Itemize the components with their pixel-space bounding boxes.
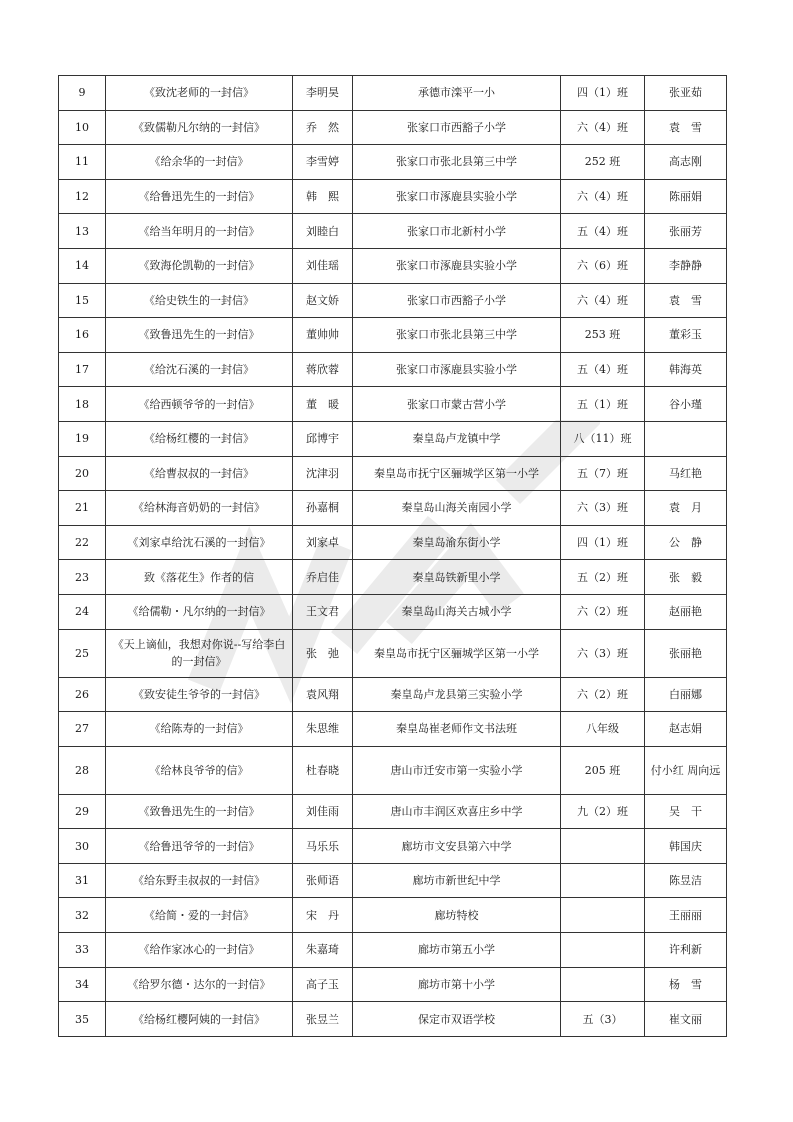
class-name: 六（6）班	[561, 248, 645, 283]
row-number: 23	[59, 560, 106, 595]
table-row	[59, 594, 727, 629]
table-row	[59, 712, 727, 747]
row-number: 21	[59, 491, 106, 526]
table-row	[59, 145, 727, 180]
class-name: 六（4）班	[561, 179, 645, 214]
school-name: 唐山市迁安市第一实验小学	[353, 746, 561, 794]
student-name: 高子玉	[293, 967, 353, 1002]
table-row	[59, 179, 727, 214]
class-name: 205 班	[561, 746, 645, 794]
row-number: 35	[59, 1002, 106, 1037]
student-name: 张师语	[293, 863, 353, 898]
letter-title: 《天上谪仙，我想对你说--写给李白的一封信》	[106, 629, 293, 677]
school-name: 秦皇岛山海关南园小学	[353, 491, 561, 526]
letter-title: 致《落花生》作者的信	[106, 560, 293, 595]
school-name: 张家口市涿鹿县实验小学	[353, 248, 561, 283]
teacher-name: 王丽丽	[645, 898, 727, 933]
letter-title: 《给作家冰心的一封信》	[106, 933, 293, 968]
table-row	[59, 421, 727, 456]
school-name: 秦皇岛山海关古城小学	[353, 594, 561, 629]
class-name: 五（2）班	[561, 560, 645, 595]
row-number: 25	[59, 629, 106, 677]
row-number: 26	[59, 677, 106, 712]
student-name: 张 弛	[293, 629, 353, 677]
teacher-name: 陈昱洁	[645, 863, 727, 898]
table-row	[59, 560, 727, 595]
table-row	[59, 318, 727, 353]
class-name: 五（3）	[561, 1002, 645, 1037]
letter-title: 《给西顿爷爷的一封信》	[106, 387, 293, 422]
teacher-name: 董彩玉	[645, 318, 727, 353]
class-name: 八（11）班	[561, 421, 645, 456]
table-row	[59, 629, 727, 677]
teacher-name: 袁 月	[645, 491, 727, 526]
table-row	[59, 898, 727, 933]
table-row	[59, 933, 727, 968]
teacher-name	[645, 421, 727, 456]
letter-title: 《刘家卓给沈石溪的一封信》	[106, 525, 293, 560]
row-number: 9	[59, 76, 106, 111]
row-number: 13	[59, 214, 106, 249]
school-name: 张家口市北新村小学	[353, 214, 561, 249]
letter-title: 《给杨红樱的一封信》	[106, 421, 293, 456]
letter-title: 《给儒勒・凡尔纳的一封信》	[106, 594, 293, 629]
student-name: 刘家卓	[293, 525, 353, 560]
table-row	[59, 863, 727, 898]
school-name: 唐山市丰润区欢喜庄乡中学	[353, 794, 561, 829]
teacher-name: 陈丽娟	[645, 179, 727, 214]
letter-title: 《给杨红樱阿姨的一封信》	[106, 1002, 293, 1037]
student-name: 沈津羽	[293, 456, 353, 491]
school-name: 保定市双语学校	[353, 1002, 561, 1037]
class-name: 252 班	[561, 145, 645, 180]
class-name: 六（3）班	[561, 629, 645, 677]
letter-title: 《给简・爱的一封信》	[106, 898, 293, 933]
row-number: 15	[59, 283, 106, 318]
student-name: 张昱兰	[293, 1002, 353, 1037]
letter-title: 《给史铁生的一封信》	[106, 283, 293, 318]
table-row	[59, 491, 727, 526]
table-row	[59, 525, 727, 560]
school-name: 张家口市蒙古营小学	[353, 387, 561, 422]
class-name	[561, 863, 645, 898]
table-row	[59, 76, 727, 111]
teacher-name: 白丽娜	[645, 677, 727, 712]
school-name: 廊坊市文安县第六中学	[353, 829, 561, 864]
student-name: 马乐乐	[293, 829, 353, 864]
table-row	[59, 677, 727, 712]
school-name: 秦皇岛卢龙镇中学	[353, 421, 561, 456]
letter-title: 《致安徒生爷爷的一封信》	[106, 677, 293, 712]
teacher-name: 韩国庆	[645, 829, 727, 864]
letter-title: 《给鲁迅爷爷的一封信》	[106, 829, 293, 864]
student-name: 董帅帅	[293, 318, 353, 353]
row-number: 22	[59, 525, 106, 560]
teacher-name: 张 毅	[645, 560, 727, 595]
student-name: 朱嘉琦	[293, 933, 353, 968]
letter-title: 《给当年明月的一封信》	[106, 214, 293, 249]
class-name: 五（4）班	[561, 214, 645, 249]
student-name: 朱思维	[293, 712, 353, 747]
row-number: 20	[59, 456, 106, 491]
school-name: 廊坊市第五小学	[353, 933, 561, 968]
school-name: 承德市滦平一小	[353, 76, 561, 111]
class-name: 五（4）班	[561, 352, 645, 387]
class-name: 六（3）班	[561, 491, 645, 526]
row-number: 33	[59, 933, 106, 968]
class-name: 六（4）班	[561, 110, 645, 145]
teacher-name: 公 静	[645, 525, 727, 560]
student-name: 杜春晓	[293, 746, 353, 794]
school-name: 秦皇岛市抚宁区骊城学区第一小学	[353, 629, 561, 677]
student-name: 赵文娇	[293, 283, 353, 318]
student-name: 乔启佳	[293, 560, 353, 595]
table-row	[59, 829, 727, 864]
school-name: 张家口市涿鹿县实验小学	[353, 179, 561, 214]
student-name: 宋 丹	[293, 898, 353, 933]
letter-title: 《给罗尔德・达尔的一封信》	[106, 967, 293, 1002]
student-name: 孙嘉桐	[293, 491, 353, 526]
row-number: 16	[59, 318, 106, 353]
table-row	[59, 456, 727, 491]
table-row	[59, 967, 727, 1002]
student-name: 董 暖	[293, 387, 353, 422]
letter-title: 《致鲁迅先生的一封信》	[106, 794, 293, 829]
class-name	[561, 967, 645, 1002]
school-name: 秦皇岛市抚宁区骊城学区第一小学	[353, 456, 561, 491]
teacher-name: 谷小瑾	[645, 387, 727, 422]
table-row	[59, 387, 727, 422]
teacher-name: 袁 雪	[645, 283, 727, 318]
school-name: 张家口市西豁子小学	[353, 283, 561, 318]
row-number: 11	[59, 145, 106, 180]
class-name: 五（7）班	[561, 456, 645, 491]
student-name: 刘佳瑶	[293, 248, 353, 283]
class-name	[561, 933, 645, 968]
student-name: 李明昊	[293, 76, 353, 111]
letter-title: 《致沈老师的一封信》	[106, 76, 293, 111]
teacher-name: 韩海英	[645, 352, 727, 387]
school-name: 廊坊市第十小学	[353, 967, 561, 1002]
class-name: 四（1）班	[561, 525, 645, 560]
table-row	[59, 248, 727, 283]
teacher-name: 许利新	[645, 933, 727, 968]
table-row	[59, 746, 727, 794]
teacher-name: 张丽艳	[645, 629, 727, 677]
row-number: 31	[59, 863, 106, 898]
class-name: 六（2）班	[561, 677, 645, 712]
row-number: 10	[59, 110, 106, 145]
row-number: 27	[59, 712, 106, 747]
class-name: 九（2）班	[561, 794, 645, 829]
school-name: 张家口市涿鹿县实验小学	[353, 352, 561, 387]
teacher-name: 付小红 周向远	[645, 746, 727, 794]
student-name: 蒋欣蓉	[293, 352, 353, 387]
row-number: 30	[59, 829, 106, 864]
letter-title: 《致海伦凯勒的一封信》	[106, 248, 293, 283]
row-number: 32	[59, 898, 106, 933]
school-name: 廊坊特校	[353, 898, 561, 933]
row-number: 34	[59, 967, 106, 1002]
class-name: 八年级	[561, 712, 645, 747]
table-row	[59, 283, 727, 318]
class-name: 四（1）班	[561, 76, 645, 111]
teacher-name: 吴 干	[645, 794, 727, 829]
school-name: 秦皇岛崔老师作文书法班	[353, 712, 561, 747]
teacher-name: 袁 雪	[645, 110, 727, 145]
table-row	[59, 214, 727, 249]
class-name	[561, 829, 645, 864]
class-name: 六（2）班	[561, 594, 645, 629]
row-number: 18	[59, 387, 106, 422]
teacher-name: 赵丽艳	[645, 594, 727, 629]
teacher-name: 崔文丽	[645, 1002, 727, 1037]
row-number: 24	[59, 594, 106, 629]
award-table	[58, 75, 727, 1037]
teacher-name: 高志刚	[645, 145, 727, 180]
letter-title: 《致鲁迅先生的一封信》	[106, 318, 293, 353]
table-row	[59, 110, 727, 145]
student-name: 刘睦白	[293, 214, 353, 249]
row-number: 17	[59, 352, 106, 387]
letter-title: 《给余华的一封信》	[106, 145, 293, 180]
school-name: 廊坊市新世纪中学	[353, 863, 561, 898]
student-name: 袁风翔	[293, 677, 353, 712]
student-name: 韩 熙	[293, 179, 353, 214]
letter-title: 《给东野圭叔叔的一封信》	[106, 863, 293, 898]
table-row	[59, 352, 727, 387]
row-number: 12	[59, 179, 106, 214]
student-name: 乔 然	[293, 110, 353, 145]
letter-title: 《给鲁迅先生的一封信》	[106, 179, 293, 214]
teacher-name: 张亚茹	[645, 76, 727, 111]
school-name: 秦皇岛铁新里小学	[353, 560, 561, 595]
teacher-name: 杨 雪	[645, 967, 727, 1002]
table-row	[59, 1002, 727, 1037]
class-name: 六（4）班	[561, 283, 645, 318]
school-name: 张家口市张北县第三中学	[353, 145, 561, 180]
teacher-name: 赵志娟	[645, 712, 727, 747]
school-name: 秦皇岛卢龙县第三实验小学	[353, 677, 561, 712]
class-name: 五（1）班	[561, 387, 645, 422]
student-name: 王文君	[293, 594, 353, 629]
letter-title: 《给曹叔叔的一封信》	[106, 456, 293, 491]
student-name: 邱博宇	[293, 421, 353, 456]
table-row	[59, 794, 727, 829]
row-number: 19	[59, 421, 106, 456]
row-number: 29	[59, 794, 106, 829]
teacher-name: 李静静	[645, 248, 727, 283]
letter-title: 《致儒勒凡尔纳的一封信》	[106, 110, 293, 145]
school-name: 秦皇岛渝东街小学	[353, 525, 561, 560]
school-name: 张家口市西豁子小学	[353, 110, 561, 145]
student-name: 刘佳雨	[293, 794, 353, 829]
letter-title: 《给林良爷爷的信》	[106, 746, 293, 794]
row-number: 14	[59, 248, 106, 283]
student-name: 李雪婷	[293, 145, 353, 180]
class-name	[561, 898, 645, 933]
school-name: 张家口市张北县第三中学	[353, 318, 561, 353]
row-number: 28	[59, 746, 106, 794]
letter-title: 《给陈寿的一封信》	[106, 712, 293, 747]
teacher-name: 张丽芳	[645, 214, 727, 249]
letter-title: 《给沈石溪的一封信》	[106, 352, 293, 387]
letter-title: 《给林海音奶奶的一封信》	[106, 491, 293, 526]
teacher-name: 马红艳	[645, 456, 727, 491]
class-name: 253 班	[561, 318, 645, 353]
